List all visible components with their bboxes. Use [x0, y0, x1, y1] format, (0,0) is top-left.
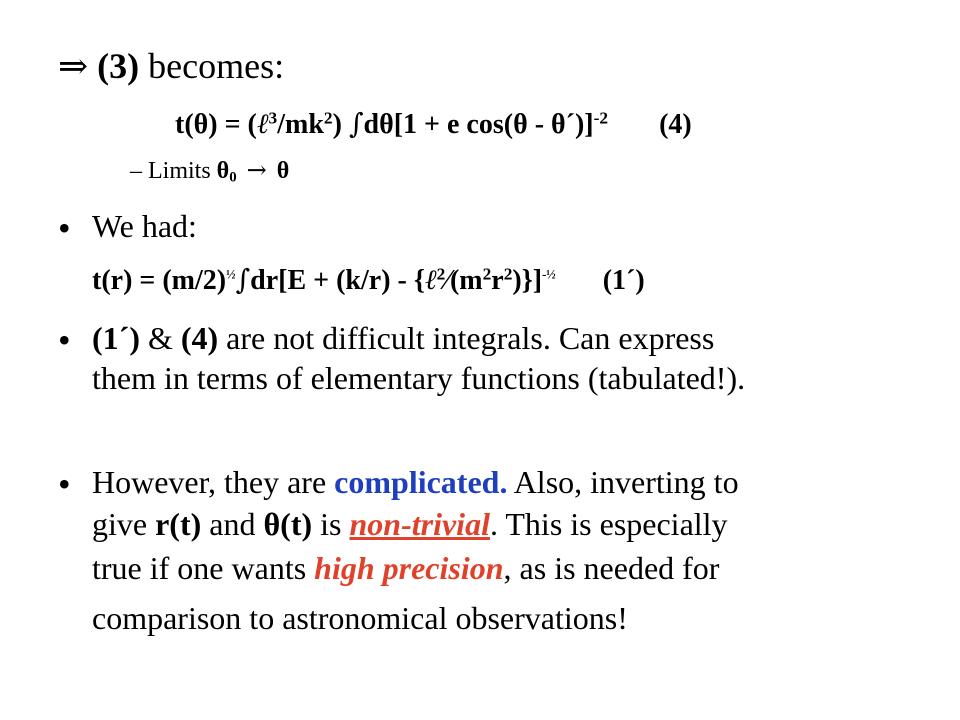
eq1-pow2: 2	[436, 264, 446, 284]
eq1-r: r	[491, 265, 504, 296]
para2-text-8: , as is needed for	[503, 550, 720, 586]
limits-line	[130, 156, 290, 186]
para1-rest: are not difficult integrals. Can express	[218, 320, 715, 356]
bullet-icon: •	[58, 208, 71, 248]
para2-text-6: . This is especially	[489, 506, 728, 542]
paragraph-2-line-4: comparison to astronomical observations!	[92, 600, 628, 636]
limits-sub0: 0	[229, 169, 237, 186]
eq1-pow2c: 2	[503, 264, 513, 284]
limits-dash: –	[130, 158, 142, 184]
para1-ref-1: (1´)	[92, 320, 140, 356]
eq1-ell: ℓ	[424, 263, 437, 296]
paragraph-2-line-3	[92, 552, 719, 584]
we-had-text: We had:	[92, 208, 197, 244]
para2-text-7: true if one wants	[92, 550, 315, 586]
para2-text-4: and	[201, 506, 264, 542]
equation-4	[175, 107, 692, 140]
integral-sign-icon: ∫	[348, 107, 364, 140]
eq4-body: dθ[1 + e cos(θ - θ´)]	[363, 109, 594, 140]
eq4-ell: ℓ	[256, 107, 269, 140]
equation-1-prime	[92, 263, 645, 296]
eq4-pow2: 2	[323, 108, 333, 128]
high-precision-emphasis: high precision	[314, 550, 504, 586]
r-of-t: r(t)	[155, 506, 202, 542]
paragraph-1-line-2: them in terms of elementary functions (tabulated!).	[92, 360, 746, 396]
bullet-icon: •	[58, 464, 71, 504]
limits-label: Limits	[148, 158, 211, 184]
complicated-emphasis: complicated.	[334, 464, 508, 500]
right-arrow-icon: →	[246, 156, 267, 184]
limits-theta: θ	[216, 158, 230, 184]
eq4-tag: (4)	[659, 109, 692, 140]
para2-text-5: is	[312, 506, 350, 542]
para1-ref-2: (4)	[180, 320, 219, 356]
eq4-exp: -2	[593, 108, 609, 128]
heading-text: becomes:	[148, 46, 285, 86]
heading-line	[58, 48, 284, 85]
paragraph-2-line-2	[92, 508, 728, 540]
eq1-pow2b: 2	[482, 264, 492, 284]
heading-ref: (3)	[97, 46, 140, 86]
eq1-exp: -½	[542, 267, 556, 282]
paragraph-1-line-1	[92, 322, 714, 354]
eq1-tag: (1´)	[602, 265, 645, 296]
eq1-close: )}]	[512, 265, 543, 296]
non-trivial-emphasis: non-trivial	[349, 506, 490, 542]
implies-arrow-icon: ⇒	[58, 46, 89, 87]
eq1-frac: ⁄(m	[445, 265, 483, 296]
para2-text-1: However, they are	[92, 464, 335, 500]
eq4-mid: /mk	[277, 109, 324, 140]
para2-text-2: Also, inverting to	[507, 464, 739, 500]
integral-sign-icon: ∫	[235, 263, 251, 296]
para2-text-3: give	[92, 506, 156, 542]
eq4-close: )	[332, 109, 349, 140]
bullet-icon: •	[58, 320, 71, 360]
paragraph-2-line-1	[92, 466, 739, 498]
para1-amp: &	[139, 320, 181, 356]
eq4-lhs: t(θ) = (	[175, 109, 257, 140]
limits-theta-2: θ	[276, 158, 290, 184]
eq4-pow3: 3	[268, 108, 278, 128]
eq1-half: ½	[226, 267, 236, 282]
theta-of-t: θ(t)	[263, 506, 313, 542]
eq1-lhs: t(r) = (m/2)	[92, 265, 227, 296]
eq1-body: dr[E + (k/r) - {	[250, 265, 425, 296]
